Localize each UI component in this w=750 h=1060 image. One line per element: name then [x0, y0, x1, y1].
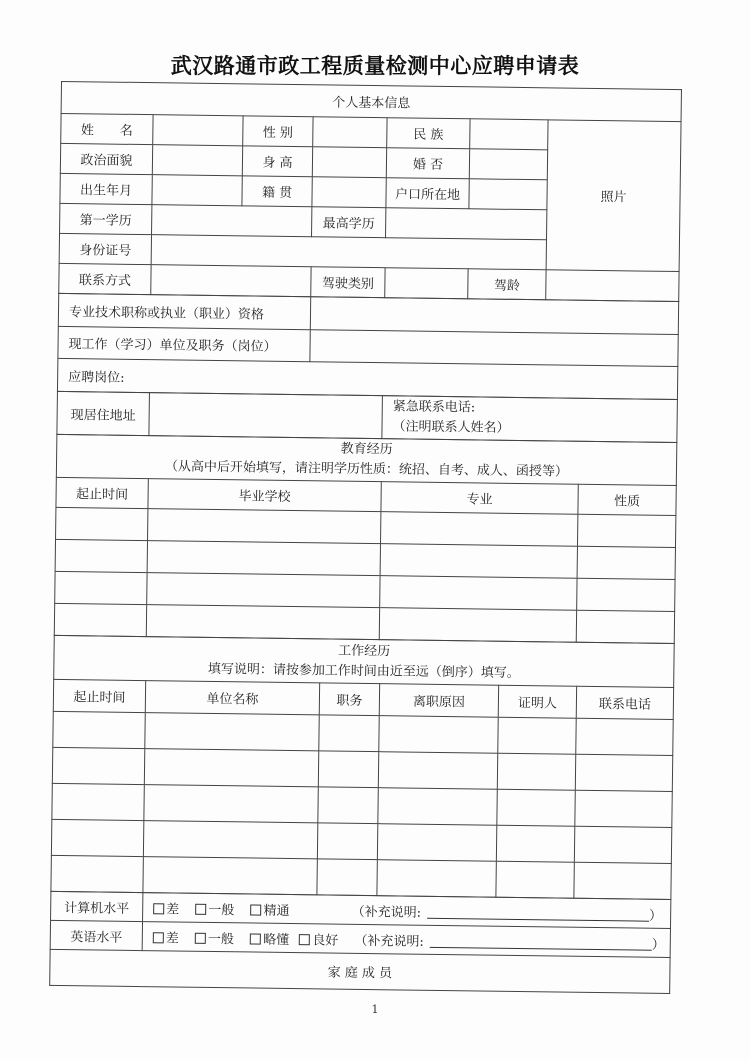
- computer-option-poor[interactable]: [153, 898, 179, 917]
- qualification-field[interactable]: [310, 297, 678, 335]
- work-company-cell[interactable]: [143, 821, 317, 859]
- computer-note-field[interactable]: [427, 905, 649, 921]
- option-label: 精通: [263, 903, 290, 919]
- work-reference-cell[interactable]: [497, 753, 575, 790]
- marital-label: 婚 否: [386, 148, 469, 179]
- work-instruction: 填写说明：请按参加工作时间由近至远（倒序）填写。: [207, 661, 520, 681]
- work-company-cell[interactable]: [144, 785, 318, 823]
- address-field[interactable]: [149, 393, 383, 439]
- birth-label: 出生年月: [60, 173, 152, 204]
- first-degree-field[interactable]: [152, 205, 312, 237]
- option-label: 差: [165, 930, 179, 947]
- work-leave-reason-cell[interactable]: [378, 788, 497, 826]
- edu-school-cell[interactable]: [147, 573, 380, 608]
- english-note-field[interactable]: [430, 934, 652, 950]
- english-option-poor[interactable]: [153, 927, 179, 946]
- work-leave-reason-cell[interactable]: [378, 752, 497, 790]
- checkbox-icon[interactable]: [195, 903, 206, 914]
- id-number-label: 身份证号: [59, 233, 151, 264]
- english-option-basic[interactable]: [250, 928, 289, 948]
- work-company-cell[interactable]: [145, 713, 319, 751]
- english-level-label: 英语水平: [50, 920, 142, 950]
- english-note-label: （补充说明:: [354, 933, 424, 950]
- photo-area[interactable]: [546, 120, 681, 272]
- checkbox-icon[interactable]: [250, 904, 261, 915]
- native-place-label: 籍 贯: [242, 176, 312, 207]
- checkbox-icon[interactable]: [153, 903, 164, 914]
- work-reference-cell[interactable]: [496, 825, 574, 862]
- work-col-company: 单位名称: [145, 681, 319, 715]
- work-phone-cell[interactable]: [575, 754, 673, 791]
- political-field[interactable]: [152, 145, 242, 176]
- checkbox-icon[interactable]: [195, 932, 206, 943]
- work-col-title: 职务: [319, 683, 379, 716]
- driving-years-field[interactable]: [546, 270, 679, 302]
- position-applied-label: 应聘岗位:: [68, 369, 125, 386]
- work-col-leave-reason: 离职原因: [379, 684, 498, 718]
- work-period-cell[interactable]: [51, 855, 143, 892]
- edu-col-major: 专业: [381, 482, 578, 515]
- driving-years-label: 驾龄: [468, 269, 546, 300]
- computer-option-proficient[interactable]: [250, 899, 289, 919]
- gender-field[interactable]: [313, 117, 387, 148]
- edu-period-cell[interactable]: [54, 603, 146, 636]
- work-period-cell[interactable]: [51, 819, 143, 856]
- english-option-average[interactable]: [195, 927, 234, 947]
- work-col-period: 起止时间: [53, 679, 145, 712]
- ethnicity-field[interactable]: [470, 119, 548, 150]
- height-label: 身 高: [242, 146, 312, 177]
- work-leave-reason-cell[interactable]: [377, 824, 496, 862]
- work-col-reference: 证明人: [498, 685, 576, 718]
- edu-type-cell[interactable]: [577, 578, 675, 611]
- hukou-field[interactable]: [469, 179, 547, 210]
- work-reference-cell[interactable]: [497, 789, 575, 826]
- emergency-note-label: （注明联系人姓名）: [392, 419, 510, 436]
- work-period-cell[interactable]: [52, 747, 144, 784]
- work-phone-cell[interactable]: [574, 826, 672, 863]
- work-period-cell[interactable]: [52, 783, 144, 820]
- english-option-good[interactable]: [299, 929, 338, 949]
- computer-note-close: ）: [648, 908, 663, 924]
- education-section-title: 教育经历: [340, 441, 393, 458]
- work-title-cell[interactable]: [317, 859, 377, 896]
- edu-period-cell[interactable]: [56, 507, 148, 540]
- application-form: [49, 81, 681, 996]
- name-field[interactable]: [153, 115, 243, 146]
- checkbox-icon[interactable]: [153, 932, 164, 943]
- license-type-field[interactable]: [385, 268, 468, 299]
- edu-type-cell[interactable]: [576, 610, 674, 643]
- work-title-cell[interactable]: [317, 823, 377, 860]
- personal-section-title: 个人基本信息: [61, 81, 681, 121]
- work-phone-cell[interactable]: [576, 718, 674, 755]
- work-period-cell[interactable]: [53, 711, 145, 748]
- gender-label: 性 别: [243, 116, 313, 147]
- current-job-field[interactable]: [310, 330, 678, 367]
- edu-school-cell[interactable]: [147, 541, 380, 576]
- checkbox-icon[interactable]: [250, 933, 261, 944]
- work-reference-cell[interactable]: [498, 717, 576, 754]
- work-leave-reason-cell[interactable]: [379, 716, 498, 754]
- work-col-phone: 联系电话: [576, 686, 673, 719]
- name-label: 姓 名: [61, 113, 153, 144]
- license-type-label: 驾驶类别: [311, 267, 385, 298]
- family-section-title: 家 庭 成 员: [50, 949, 670, 993]
- checkbox-icon[interactable]: [299, 934, 310, 945]
- edu-major-cell[interactable]: [379, 608, 576, 643]
- option-label: 良好: [312, 932, 339, 949]
- computer-level-label: 计算机水平: [51, 891, 143, 921]
- native-place-field[interactable]: [312, 177, 386, 208]
- marital-field[interactable]: [469, 149, 547, 180]
- edu-type-cell[interactable]: [577, 546, 675, 579]
- form-title: 武汉路通市政工程质量检测中心应聘申请表: [170, 54, 580, 78]
- edu-school-cell[interactable]: [148, 509, 381, 544]
- edu-period-cell[interactable]: [55, 571, 147, 604]
- option-label: 一般: [207, 931, 235, 947]
- height-field[interactable]: [312, 147, 386, 178]
- edu-school-cell[interactable]: [146, 605, 379, 640]
- work-reference-cell[interactable]: [496, 861, 574, 898]
- edu-major-cell[interactable]: [380, 576, 577, 611]
- work-title-cell[interactable]: [319, 715, 379, 752]
- page-number: 1: [371, 1003, 379, 1016]
- edu-col-type: 性质: [578, 484, 676, 515]
- political-label: 政治面貌: [60, 143, 152, 174]
- emergency-phone-field[interactable]: [382, 396, 678, 443]
- education-table: [54, 434, 678, 644]
- current-job-label: 现工作（学习）单位及职务（岗位）: [58, 326, 310, 361]
- edu-type-cell[interactable]: [577, 514, 675, 547]
- work-leave-reason-cell[interactable]: [377, 860, 496, 898]
- work-phone-cell[interactable]: [574, 862, 672, 899]
- work-title-cell[interactable]: [318, 787, 378, 824]
- work-phone-cell[interactable]: [575, 790, 673, 827]
- computer-note-label: （补充说明:: [351, 904, 422, 921]
- option-label: 差: [166, 901, 180, 918]
- emergency-phone-label: 紧急联系电话:: [392, 399, 476, 416]
- edu-col-school: 毕业学校: [148, 479, 381, 512]
- qualification-label: 专业技术职称或执业（职业）资格: [58, 293, 310, 329]
- ethnicity-label: 民 族: [387, 118, 470, 149]
- education-instruction: （从高中后开始填写，请注明学历性质：统招、自考、成人、函授等）: [164, 459, 569, 480]
- edu-col-period: 起止时间: [56, 477, 148, 508]
- personal-info-table: [58, 81, 682, 302]
- birth-field[interactable]: [152, 175, 242, 206]
- edu-major-cell[interactable]: [380, 544, 577, 579]
- hukou-label: 户口所在地: [386, 178, 469, 209]
- work-title-cell[interactable]: [318, 751, 378, 788]
- position-info-table: [57, 293, 679, 400]
- contact-field[interactable]: [151, 265, 311, 297]
- first-degree-label: 第一学历: [60, 203, 152, 234]
- highest-degree-label: 最高学历: [312, 207, 386, 238]
- skills-table: [49, 891, 671, 994]
- work-table: [50, 635, 674, 900]
- option-label: 略懂: [263, 932, 290, 948]
- edu-major-cell[interactable]: [380, 512, 577, 547]
- contact-label: 联系方式: [59, 263, 151, 294]
- work-company-cell[interactable]: [143, 857, 317, 895]
- edu-period-cell[interactable]: [55, 539, 147, 572]
- highest-degree-field[interactable]: [386, 208, 547, 240]
- option-label: 一般: [208, 902, 235, 918]
- computer-option-average[interactable]: [195, 898, 234, 918]
- photo-label: 照片: [600, 190, 627, 206]
- address-label: 现居住地址: [57, 391, 150, 435]
- english-note-close: ）: [651, 937, 665, 953]
- work-section-title: 工作经历: [338, 643, 391, 659]
- work-company-cell[interactable]: [144, 749, 318, 787]
